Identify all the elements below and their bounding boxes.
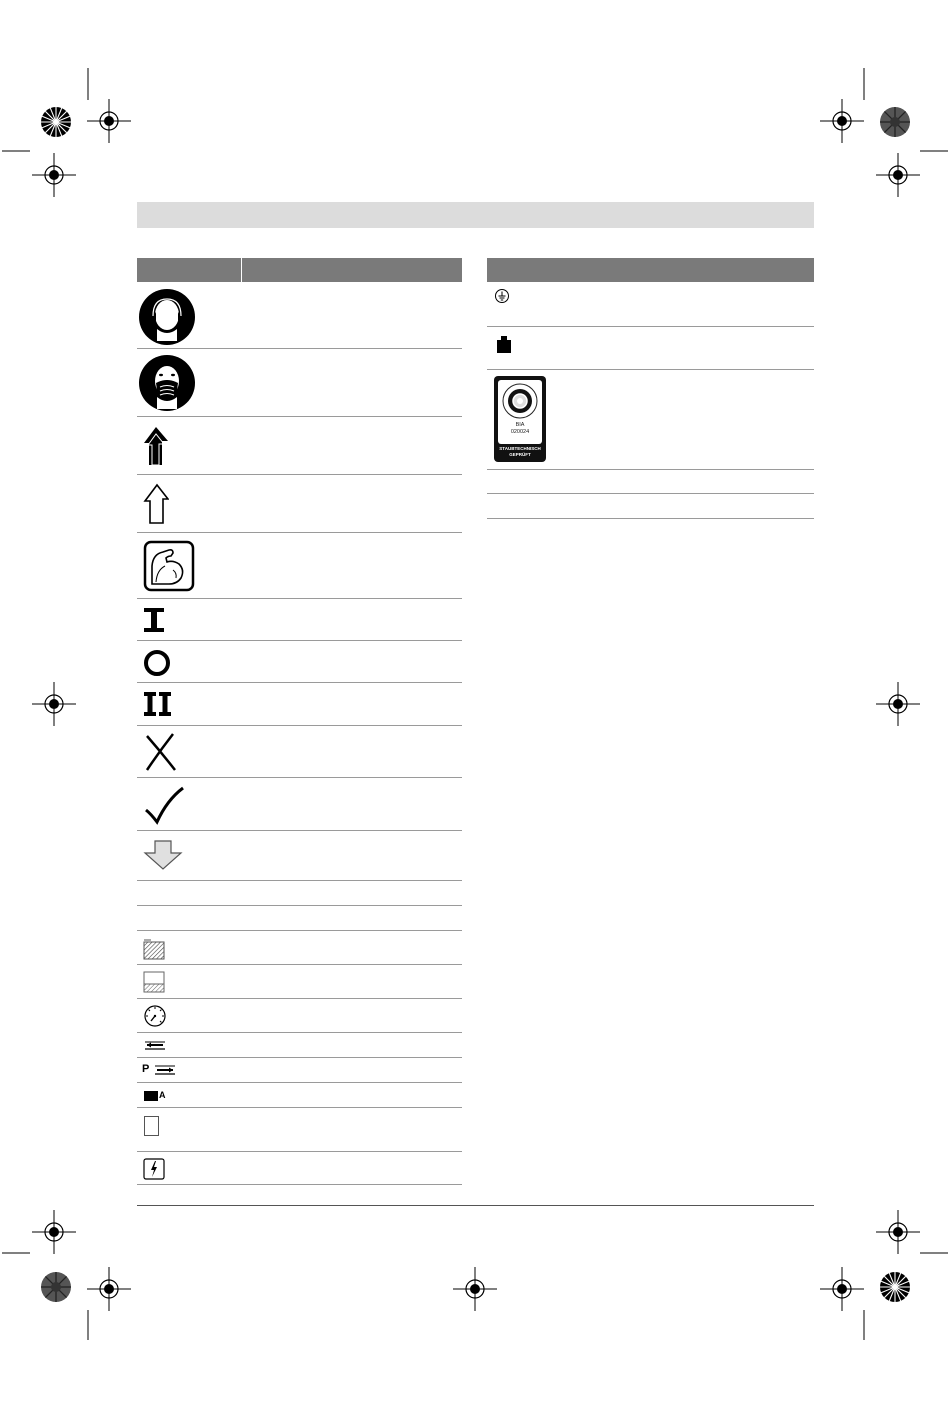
half-full-container-icon xyxy=(143,970,167,994)
table-row xyxy=(137,1152,462,1185)
black-box-A-icon xyxy=(144,1091,158,1101)
table-row xyxy=(137,417,462,475)
strong-arm-icon xyxy=(143,540,195,592)
table-row xyxy=(137,683,462,726)
bia-certificate-icon xyxy=(494,376,546,462)
table-row xyxy=(137,1108,462,1152)
arrow-down-icon xyxy=(143,839,183,871)
cert-seal-icon xyxy=(502,383,538,419)
table-row xyxy=(137,831,462,881)
footer-rule xyxy=(137,1205,814,1206)
table-row xyxy=(487,494,814,519)
table-row xyxy=(487,282,814,327)
cert-line1: BIA xyxy=(515,422,525,428)
p-label: P xyxy=(142,1063,150,1075)
cert-line2: 020024 xyxy=(510,429,530,435)
table-row xyxy=(137,533,462,599)
ear-protection-icon xyxy=(139,289,195,345)
cert-foot1: STAUBTECHNISCH xyxy=(499,446,541,451)
symbols-table-right xyxy=(487,258,814,519)
empty-box-icon xyxy=(144,1116,159,1136)
p-arrow-right-icon xyxy=(153,1064,177,1076)
symbols-table-left xyxy=(137,258,462,1185)
lightning-box-icon xyxy=(143,1158,165,1180)
weight-icon xyxy=(495,335,513,355)
table-row xyxy=(137,349,462,417)
header-cell-symbol xyxy=(137,258,241,282)
gauge-icon xyxy=(143,1004,167,1028)
table-row xyxy=(137,641,462,683)
table-row xyxy=(137,726,462,778)
table-row xyxy=(137,1033,462,1058)
table-row xyxy=(137,282,462,349)
protective-earth-icon xyxy=(494,288,510,304)
table-row xyxy=(137,965,462,999)
table-row xyxy=(137,599,462,641)
table-row xyxy=(487,470,814,494)
table-row xyxy=(487,327,814,370)
table-row xyxy=(137,1083,462,1108)
dust-mask-icon xyxy=(139,355,195,411)
switch-off-O-icon xyxy=(143,649,171,677)
switch-II-icon xyxy=(143,691,173,717)
page-header-band xyxy=(137,202,814,228)
hatched-full-container-icon xyxy=(143,938,167,960)
checkmark-right-icon xyxy=(143,784,185,826)
table-row xyxy=(137,778,462,831)
cert-footer xyxy=(494,446,546,457)
filled-arrow-up-icon xyxy=(143,425,169,467)
outline-arrow-up-icon xyxy=(143,483,169,525)
switch-on-I-icon xyxy=(143,607,165,633)
cert-foot2: GEPRÜFT xyxy=(509,451,531,457)
a-label: A xyxy=(159,1090,166,1100)
table-row xyxy=(137,906,462,931)
table-row xyxy=(137,881,462,906)
header-cell-meaning xyxy=(242,258,462,282)
arrow-left-line-icon xyxy=(143,1039,167,1051)
table-row xyxy=(137,999,462,1033)
cert-panel xyxy=(498,380,542,444)
table-row xyxy=(137,475,462,533)
cross-wrong-icon xyxy=(143,732,179,772)
table-row xyxy=(137,1058,462,1083)
table-header-right xyxy=(487,258,814,282)
table-row xyxy=(137,931,462,965)
table-header-left xyxy=(137,258,462,282)
table-row xyxy=(487,370,814,470)
